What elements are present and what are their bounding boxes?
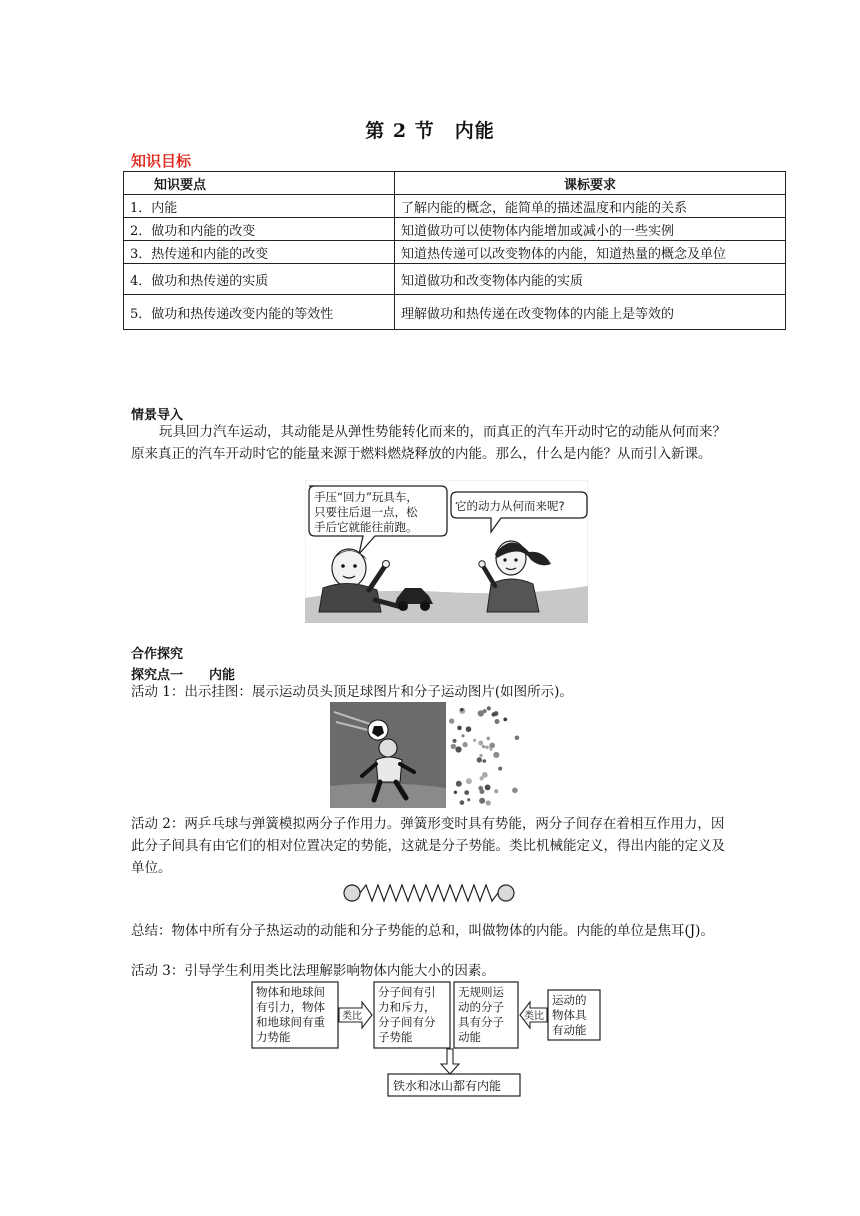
table-cell-req: 知道做功可以使物体内能增加或减小的一些实例	[395, 218, 786, 241]
molecule-dot	[454, 791, 457, 794]
activity2-text: 活动 2：两乒乓球与弹簧模拟两分子作用力。弹簧形变时具有势能，两分子间存在着相互作用力，因此分子间具有由它们的相对位置决定的势能，这就是分子势能。类比机械能定义，得出内能的定义及单位。	[131, 816, 725, 876]
arrow-down-icon	[441, 1049, 459, 1074]
molecule-dot	[464, 790, 469, 795]
table-cell-point: 2．做功和内能的改变	[124, 218, 395, 241]
flow-box4-line: 有动能	[552, 1023, 587, 1037]
ball-icon	[344, 885, 360, 901]
molecule-dot	[512, 788, 518, 794]
table-row	[124, 218, 786, 241]
activity1-text: 活动 1：出示挂图：展示运动员头顶足球图片和分子运动图片(如图所示)。	[131, 684, 573, 700]
flow-box1-line: 物体和地球间	[256, 985, 325, 999]
molecule-dot	[473, 739, 476, 742]
molecule-dot	[495, 719, 500, 724]
table-header-row	[124, 172, 786, 195]
flow-box4-line: 物体具	[552, 1008, 587, 1022]
football-molecules-illustration	[330, 702, 524, 808]
molecule-dot	[487, 737, 491, 741]
flow-box2-line: 分子间有分	[378, 1015, 436, 1029]
table-cell-point: 1．内能	[124, 195, 395, 218]
table-row	[124, 241, 786, 264]
bubble-left-line-2: 只要往后退一点，松	[314, 505, 418, 519]
molecule-dot	[515, 736, 520, 741]
flow-box4-line: 运动的	[552, 993, 587, 1007]
molecule-dot	[485, 746, 489, 750]
molecule-dot	[456, 781, 462, 787]
analogy-flowchart	[250, 980, 605, 1100]
bubble-right-text: 它的动力从何而来呢?	[455, 499, 565, 513]
table-cell-req: 理解做功和热传递在改变物体的内能上是等效的	[395, 295, 786, 330]
point1-heading: 探究点一 内能	[131, 668, 236, 683]
spring-icon	[360, 885, 498, 901]
molecule-dot	[494, 789, 498, 793]
molecule-dot	[462, 742, 467, 747]
molecule-picture	[449, 706, 519, 805]
bubble-left-line-1: 手压“回力”玩具车，	[314, 490, 418, 504]
molecule-dot	[483, 759, 487, 763]
page-title: 第 2 节 内能	[365, 120, 495, 142]
molecule-dot	[487, 706, 491, 710]
column-header-req: 课标要求	[395, 172, 786, 195]
molecule-dot	[467, 798, 470, 801]
flow-box1-line: 和地球间有重	[256, 1015, 325, 1029]
knowledge-goals-table	[123, 171, 786, 330]
molecule-dot	[478, 710, 484, 716]
molecule-dot	[460, 800, 465, 805]
molecule-dot	[461, 734, 464, 737]
table-row	[124, 195, 786, 218]
molecule-dot	[449, 718, 454, 723]
table-cell-point: 5．做功和热传递改变内能的等效性	[124, 295, 395, 330]
molecule-dot	[503, 718, 507, 722]
activity3-text: 活动 3：引导学生利用类比法理解影响物体内能大小的因素。	[131, 963, 495, 979]
molecule-dot	[466, 778, 472, 784]
molecule-dot	[453, 739, 457, 743]
molecule-dot	[482, 772, 488, 778]
molecule-dot	[489, 743, 495, 749]
molecule-dot	[485, 785, 491, 791]
molecule-dot	[478, 741, 483, 746]
summary-text: 总结：物体中所有分子热运动的动能和分子势能的总和，叫做物体的内能。内能的单位是焦耳(J)。	[131, 923, 714, 939]
flow-arrow-label-left: 类比	[342, 1011, 362, 1022]
molecule-dot	[486, 800, 491, 805]
table-cell-req: 知道热传递可以改变物体的内能，知道热量的概念及单位	[395, 241, 786, 264]
intro-paragraph	[131, 421, 735, 465]
molecule-dot	[466, 726, 472, 732]
molecule-dot	[479, 798, 485, 804]
spring-model-illustration	[340, 880, 518, 906]
molecule-dot	[455, 746, 461, 752]
intro-heading: 情景导入	[131, 408, 184, 423]
molecule-dot	[493, 752, 499, 758]
table-cell-point: 4．做功和热传递的实质	[124, 264, 395, 295]
table-cell-req: 了解内能的概念，能简单的描述温度和内能的关系	[395, 195, 786, 218]
flow-box3-line: 动的分子	[458, 1000, 504, 1014]
table-cell-req: 知道做功和改变物体内能的实质	[395, 264, 786, 295]
molecule-dot	[492, 712, 496, 716]
molecule-dot	[482, 745, 485, 748]
molecule-dot	[479, 754, 482, 757]
ball-icon	[498, 885, 514, 901]
molecule-dot	[451, 744, 456, 749]
flow-box3-line: 无规则运	[458, 985, 504, 999]
bubble-left-line-3: 手后它就能往前跑。	[314, 520, 418, 534]
football-player-picture	[330, 702, 446, 808]
table-row	[124, 295, 786, 330]
flow-box1-line: 有引力，物体	[256, 1000, 325, 1014]
flow-result-text: 铁水和冰山都有内能	[393, 1079, 502, 1093]
column-header-point: 知识要点	[124, 172, 395, 195]
cartoon-illustration	[305, 480, 588, 623]
table-row	[124, 264, 786, 295]
knowledge-goals-heading: 知识目标	[131, 152, 192, 170]
molecule-dot	[498, 767, 502, 771]
flow-box2-line: 分子间有引	[378, 985, 436, 999]
molecule-dot	[479, 789, 484, 794]
intro-text: 玩具回力汽车运动，其动能是从弹性势能转化而来的，而真正的汽车开动时它的动能从何而来？原来真正的汽车开动时它的能量来源于燃料燃烧释放的内能。那么，什么是内能？从而引入新课。	[131, 424, 726, 462]
molecule-dot	[489, 748, 492, 751]
flow-box1-line: 力势能	[256, 1030, 291, 1044]
table-cell-point: 3．热传递和内能的改变	[124, 241, 395, 264]
flow-box3-line: 具有分子	[458, 1015, 504, 1029]
flow-box2-line: 力和斥力，	[378, 1000, 436, 1014]
flow-box2-line: 子势能	[378, 1030, 413, 1044]
molecule-dot	[477, 757, 482, 762]
flow-arrow-label-right: 类比	[524, 1011, 544, 1022]
coop-heading: 合作探究	[131, 647, 184, 662]
molecule-dot	[457, 726, 462, 731]
molecule-dot	[460, 708, 463, 711]
flow-box3-line: 动能	[458, 1030, 481, 1044]
